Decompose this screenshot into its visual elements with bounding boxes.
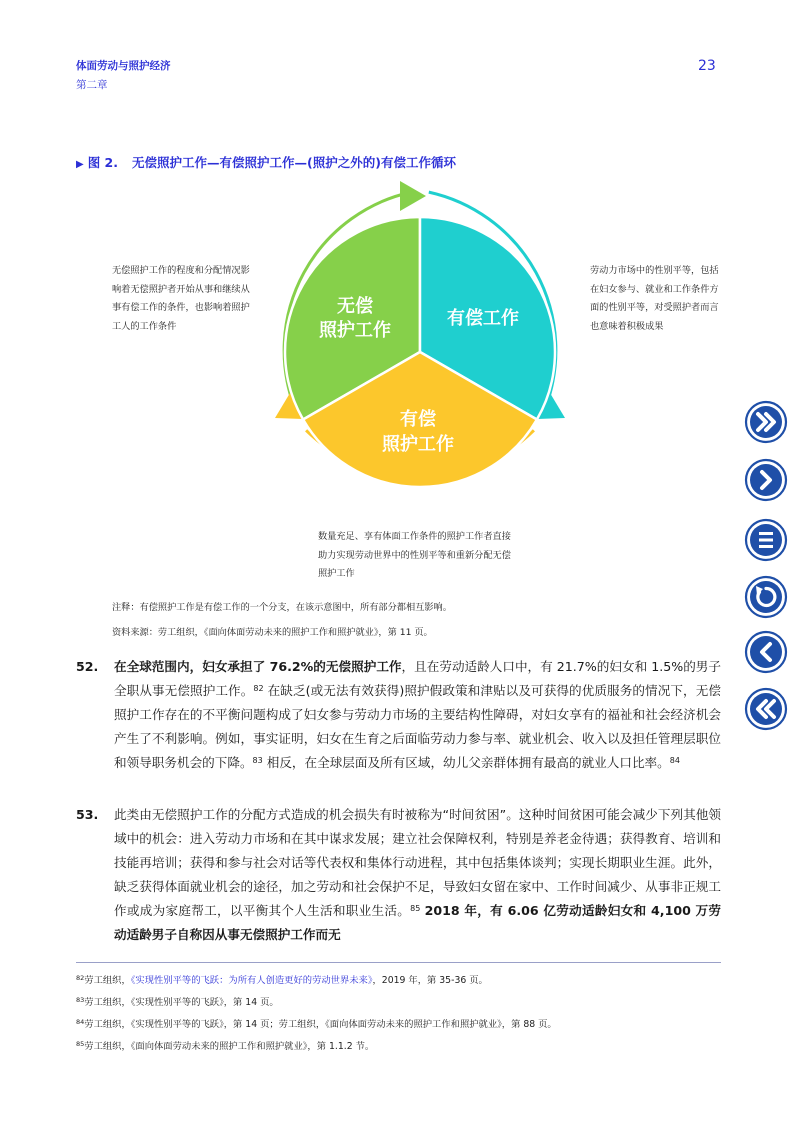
paragraph-number: 53.: [76, 807, 99, 822]
footnote-ref[interactable]: 85: [410, 904, 421, 913]
figure-annotation: 注释：有偿照护工作是有偿工作的一个分支，在该示意图中，所有部分都相互影响。: [112, 602, 452, 613]
paragraph-53: [76, 803, 721, 947]
segment-label-paid-care-line2: 照护工作: [382, 434, 454, 455]
paragraph-text-part: 此类由无偿照护工作的分配方式造成的机会损失有时被称为“时间贫困”。这种时间贫困可能会减少下列其他领域中的机会：进入劳动力市场和在其中谋求发展；建立社会保障权利，特别是养老金待遇；获得教育、培训和技能再培训；获得和参与社会对话等代表权和集体行动进程，其中包括集体谈判；实现长期职业生涯。此外，缺乏获得体面就业机会的途径，加之劳动和社会保护不足，导致妇女留在家中、工作时间减少、从事非正规工作或成为家庭帮工，以平衡其个人生活和职业生活。: [114, 807, 721, 918]
footnote-text: 劳工组织，《实现性别平等的飞跃》，第 14 页。: [84, 997, 279, 1008]
care-cycle-diagram: [255, 170, 585, 515]
paragraph-bold-intro: 在全球范围内，妇女承担了 76.2%的无偿照护工作: [114, 659, 402, 674]
running-header-title: 体面劳动与照护经济: [76, 60, 171, 72]
segment-label-unpaid-line2: 照护工作: [319, 320, 391, 341]
figure-source: 资料来源：劳工组织，《面向体面劳动未来的照护工作和照护就业》，第 11 页。: [112, 627, 433, 638]
contents-icon[interactable]: [744, 518, 788, 562]
figure-note-left: 无偿照护工作的程度和分配情况影响着无偿照护者开始从事和继续从事有偿工作的条件，也影响着照护工人的工作条件: [112, 265, 250, 332]
first-page-icon[interactable]: [744, 687, 788, 731]
paragraph-text: [114, 803, 721, 947]
paragraph-text-part: 在缺乏(或无法有效获得)照护假政策和津贴以及可获得的优质服务的情况下，无偿照护工作存在的不平衡问题构成了妇女参与劳动力市场的主要结构性障碍，对妇女享有的福祉和社会经济机会产生了不利影响。例如，事实证明，妇女在生育之后面临劳动力参与率、就业机会、收入以及担任管理层职位和领导职务机会的下降。: [114, 683, 721, 770]
segment-label-paid-work: 有偿工作: [447, 308, 519, 329]
segment-label-paid-care-line1: 有偿: [400, 409, 436, 430]
footnote-number: 83: [76, 996, 85, 1004]
footnote-ref[interactable]: 83: [252, 756, 263, 765]
figure-label: 图 2.: [87, 155, 119, 170]
caption-marker: ▶: [76, 159, 84, 170]
footnote-85: [76, 1038, 374, 1052]
figure-caption: [76, 153, 456, 171]
footnote-text: 劳工组织，《面向体面劳动未来的照护工作和照护就业》，第 1.1.2 节。: [84, 1041, 375, 1052]
footnote-divider: [76, 962, 721, 963]
paragraph-text-part: ，且在劳动适龄人口中，有 21.7%的妇女和 1.5%的男子全职从事无偿照护工作。: [114, 659, 721, 698]
footnote-text: 劳工组织，: [84, 975, 131, 986]
previous-page-icon[interactable]: [744, 630, 788, 674]
footnote-text: 劳工组织，《实现性别平等的飞跃》，第 14 页；劳工组织，《面向体面劳动未来的照护工作和照护就业》，第 88 页。: [84, 1019, 557, 1030]
footnote-ref[interactable]: 84: [669, 756, 680, 765]
footnote-82: [76, 972, 488, 986]
figure-note-right: 劳动力市场中的性别平等，包括在妇女参与、就业和工作条件方面的性别平等，对受照护者而言也意味着积极成果: [590, 265, 719, 332]
segment-label-unpaid-line1: 无偿: [337, 296, 373, 317]
footnote-number: 85: [76, 1040, 85, 1048]
next-page-icon[interactable]: [744, 458, 788, 502]
figure-note-bottom: 数量充足、享有体面工作条件的照护工作者直接助力实现劳动世界中的性别平等和重新分配无偿照护工作: [318, 531, 511, 579]
paragraph-number: 52.: [76, 659, 99, 674]
cycle-arrowhead-green: [400, 181, 426, 211]
paragraph-52: [76, 655, 721, 775]
footnote-ref[interactable]: 82: [253, 684, 264, 693]
paragraph-text: [114, 655, 721, 775]
paragraph-text-part: 相反，在全球层面及所有区域，幼儿父亲群体拥有最高的就业人口比率。: [262, 755, 670, 770]
page-number: 23: [698, 58, 716, 74]
paragraph-bold-tail: 2018 年，有 6.06 亿劳动适龄妇女和 4,100 万劳动适龄男子自称因从事无偿照护工作而无: [114, 903, 721, 942]
footnote-text: ，2019 年，第 35-36 页。: [372, 975, 488, 986]
back-icon[interactable]: [744, 575, 788, 619]
running-header-chapter: 第二章: [76, 79, 108, 91]
last-page-icon[interactable]: [744, 400, 788, 444]
footnote-84: [76, 1016, 557, 1030]
footnote-link[interactable]: 《实现性别平等的飞跃：为所有人创造更好的劳动世界未来》: [130, 975, 373, 986]
footnote-83: [76, 994, 279, 1008]
figure-title: 无偿照护工作—有偿照护工作—(照护之外的)有偿工作循环: [132, 155, 456, 170]
footnote-number: 84: [76, 1018, 85, 1026]
footnote-number: 82: [76, 974, 85, 982]
